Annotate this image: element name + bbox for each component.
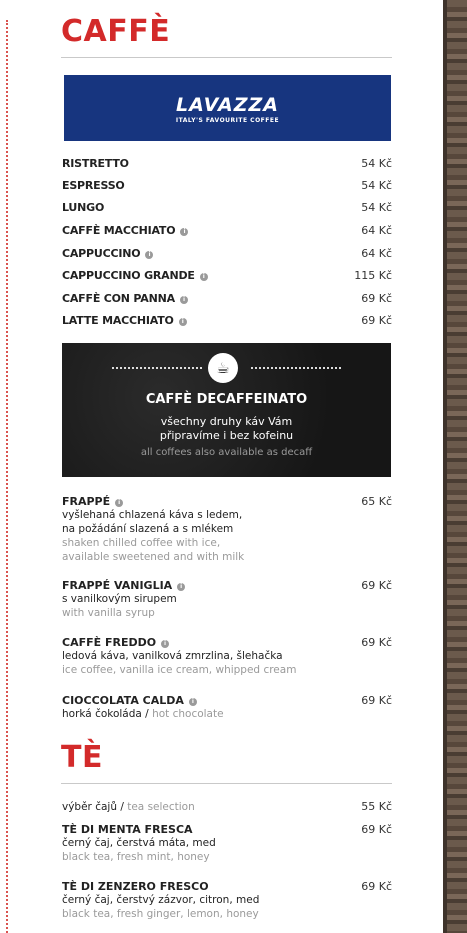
info-icon[interactable]: i bbox=[115, 499, 123, 507]
menu-item bbox=[62, 266, 392, 286]
item-price: 69 Kč bbox=[361, 823, 392, 836]
menu-item bbox=[62, 311, 392, 331]
menu-item-te-di-zenzero bbox=[62, 880, 392, 921]
item-name: FRAPPÉ VANIGLIA bbox=[62, 579, 173, 592]
item-description-en: black tea, fresh mint, honey bbox=[62, 851, 210, 863]
item-description-cz: výběr čajů bbox=[62, 801, 117, 813]
item-name-wrap bbox=[62, 694, 392, 707]
menu-item bbox=[62, 154, 392, 174]
menu-item-tea-selection bbox=[62, 800, 392, 814]
info-icon[interactable]: i bbox=[145, 251, 153, 259]
info-icon[interactable]: i bbox=[161, 640, 169, 648]
info-icon[interactable]: i bbox=[180, 296, 188, 304]
dotted-separator bbox=[251, 367, 341, 369]
info-icon[interactable]: i bbox=[177, 583, 185, 591]
item-price: 54 Kč bbox=[361, 179, 392, 192]
item-name: TÈ DI MENTA FRESCA bbox=[62, 823, 193, 836]
menu-item bbox=[62, 176, 392, 196]
item-name: TÈ DI ZENZERO FRESCO bbox=[62, 880, 209, 893]
item-price: 69 Kč bbox=[361, 880, 392, 893]
item-name-wrap bbox=[62, 224, 188, 237]
item-description-en: black tea, fresh ginger, lemon, honey bbox=[62, 908, 259, 920]
item-price: 64 Kč bbox=[361, 247, 392, 260]
item-price: 69 Kč bbox=[361, 694, 392, 707]
item-name: LUNGO bbox=[62, 201, 105, 214]
menu-item-frappe-vaniglia bbox=[62, 579, 392, 620]
item-name: CAFFÈ CON PANNA bbox=[62, 292, 175, 305]
decaf-description-en: all coffees also available as decaff bbox=[140, 447, 313, 458]
wood-edge-decoration bbox=[443, 0, 467, 933]
decaf-cz-line-2: připravíme i bez kofeinu bbox=[159, 429, 294, 442]
menu-item-frappe bbox=[62, 495, 392, 564]
item-description-en: ice coffee, vanilla ice cream, whipped cream bbox=[62, 664, 297, 676]
item-price: 115 Kč bbox=[354, 269, 392, 282]
item-name: ESPRESSO bbox=[62, 179, 125, 192]
decaf-description-cz bbox=[62, 415, 391, 443]
item-price: 54 Kč bbox=[361, 201, 392, 214]
info-icon[interactable]: i bbox=[189, 698, 197, 706]
item-name: CAPPUCCINO bbox=[62, 247, 141, 260]
item-name-wrap bbox=[62, 314, 187, 327]
item-description-en: shaken chilled coffee with ice, bbox=[62, 537, 221, 549]
lavazza-tagline: ITALY'S FAVOURITE COFFEE bbox=[175, 117, 280, 124]
decaf-banner bbox=[62, 343, 391, 477]
item-description: horká čokoláda / hot chocolate bbox=[62, 708, 224, 720]
menu-item bbox=[62, 289, 392, 309]
item-name-wrap bbox=[62, 269, 208, 282]
item-description-cz: ledová káva, vanilková zmrzlina, šlehačka bbox=[62, 650, 283, 662]
item-name-wrap bbox=[62, 579, 392, 592]
lavazza-logo: LAVAZZA bbox=[176, 94, 279, 116]
item-price: 69 Kč bbox=[361, 579, 392, 592]
menu-item bbox=[62, 244, 392, 264]
decaf-cz-line-1: všechny druhy káv Vám bbox=[160, 415, 293, 428]
item-description-en: available sweetened and with milk bbox=[62, 551, 245, 563]
item-name: FRAPPÉ bbox=[62, 495, 111, 508]
item-price: 69 Kč bbox=[361, 292, 392, 305]
item-name-wrap bbox=[62, 247, 153, 260]
item-description-cz: s vanilkovým sirupem bbox=[62, 593, 177, 605]
item-description-en: with vanilla syrup bbox=[62, 607, 155, 619]
coffee-cup-icon: ☕ bbox=[208, 353, 238, 383]
item-name: LATTE MACCHIATO bbox=[62, 314, 174, 327]
item-name: CAFFÈ FREDDO bbox=[62, 636, 157, 649]
menu-item bbox=[62, 221, 392, 241]
item-name: CIOCCOLATA CALDA bbox=[62, 694, 184, 707]
info-icon[interactable]: i bbox=[200, 273, 208, 281]
item-price: 54 Kč bbox=[361, 157, 392, 170]
dotted-separator bbox=[112, 367, 202, 369]
item-name-wrap bbox=[62, 636, 392, 649]
lavazza-banner bbox=[64, 75, 391, 141]
item-description-en: tea selection bbox=[127, 801, 195, 813]
item-description-cz: černý čaj, čerstvý zázvor, citron, med bbox=[62, 894, 260, 906]
section-title-te: TÈ bbox=[61, 740, 103, 775]
item-description-en: hot chocolate bbox=[152, 708, 224, 720]
item-name: RISTRETTO bbox=[62, 157, 129, 170]
item-price: 69 Kč bbox=[361, 314, 392, 327]
section-divider bbox=[61, 57, 392, 58]
item-description-cz: na požádání slazená a s mlékem bbox=[62, 523, 234, 535]
decaf-icon-row bbox=[62, 353, 391, 383]
item-description-cz: černý čaj, čerstvá máta, med bbox=[62, 837, 216, 849]
section-divider bbox=[61, 783, 392, 784]
info-icon[interactable]: i bbox=[180, 228, 188, 236]
decaf-title: CAFFÈ DECAFFEINATO bbox=[145, 392, 308, 407]
menu-item-cioccolata-calda bbox=[62, 694, 392, 721]
item-price: 69 Kč bbox=[361, 636, 392, 649]
left-dotted-border bbox=[6, 20, 8, 933]
item-name: CAPPUCCINO GRANDE bbox=[62, 269, 195, 282]
item-price: 64 Kč bbox=[361, 224, 392, 237]
menu-item-te-di-menta bbox=[62, 823, 392, 864]
item-price: 65 Kč bbox=[361, 495, 392, 508]
item-description-cz: horká čokoláda bbox=[62, 708, 142, 720]
item-name: CAFFÈ MACCHIATO bbox=[62, 224, 176, 237]
item-price: 55 Kč bbox=[361, 800, 392, 813]
section-title-caffe: CAFFÈ bbox=[61, 14, 171, 49]
menu-item-caffe-freddo bbox=[62, 636, 392, 677]
item-description-cz: vyšlehaná chlazená káva s ledem, bbox=[62, 509, 243, 521]
item-name-wrap bbox=[62, 292, 188, 305]
menu-item bbox=[62, 198, 392, 218]
item-description: výběr čajů / tea selection bbox=[62, 801, 195, 813]
item-name-wrap bbox=[62, 495, 392, 508]
info-icon[interactable]: i bbox=[179, 318, 187, 326]
